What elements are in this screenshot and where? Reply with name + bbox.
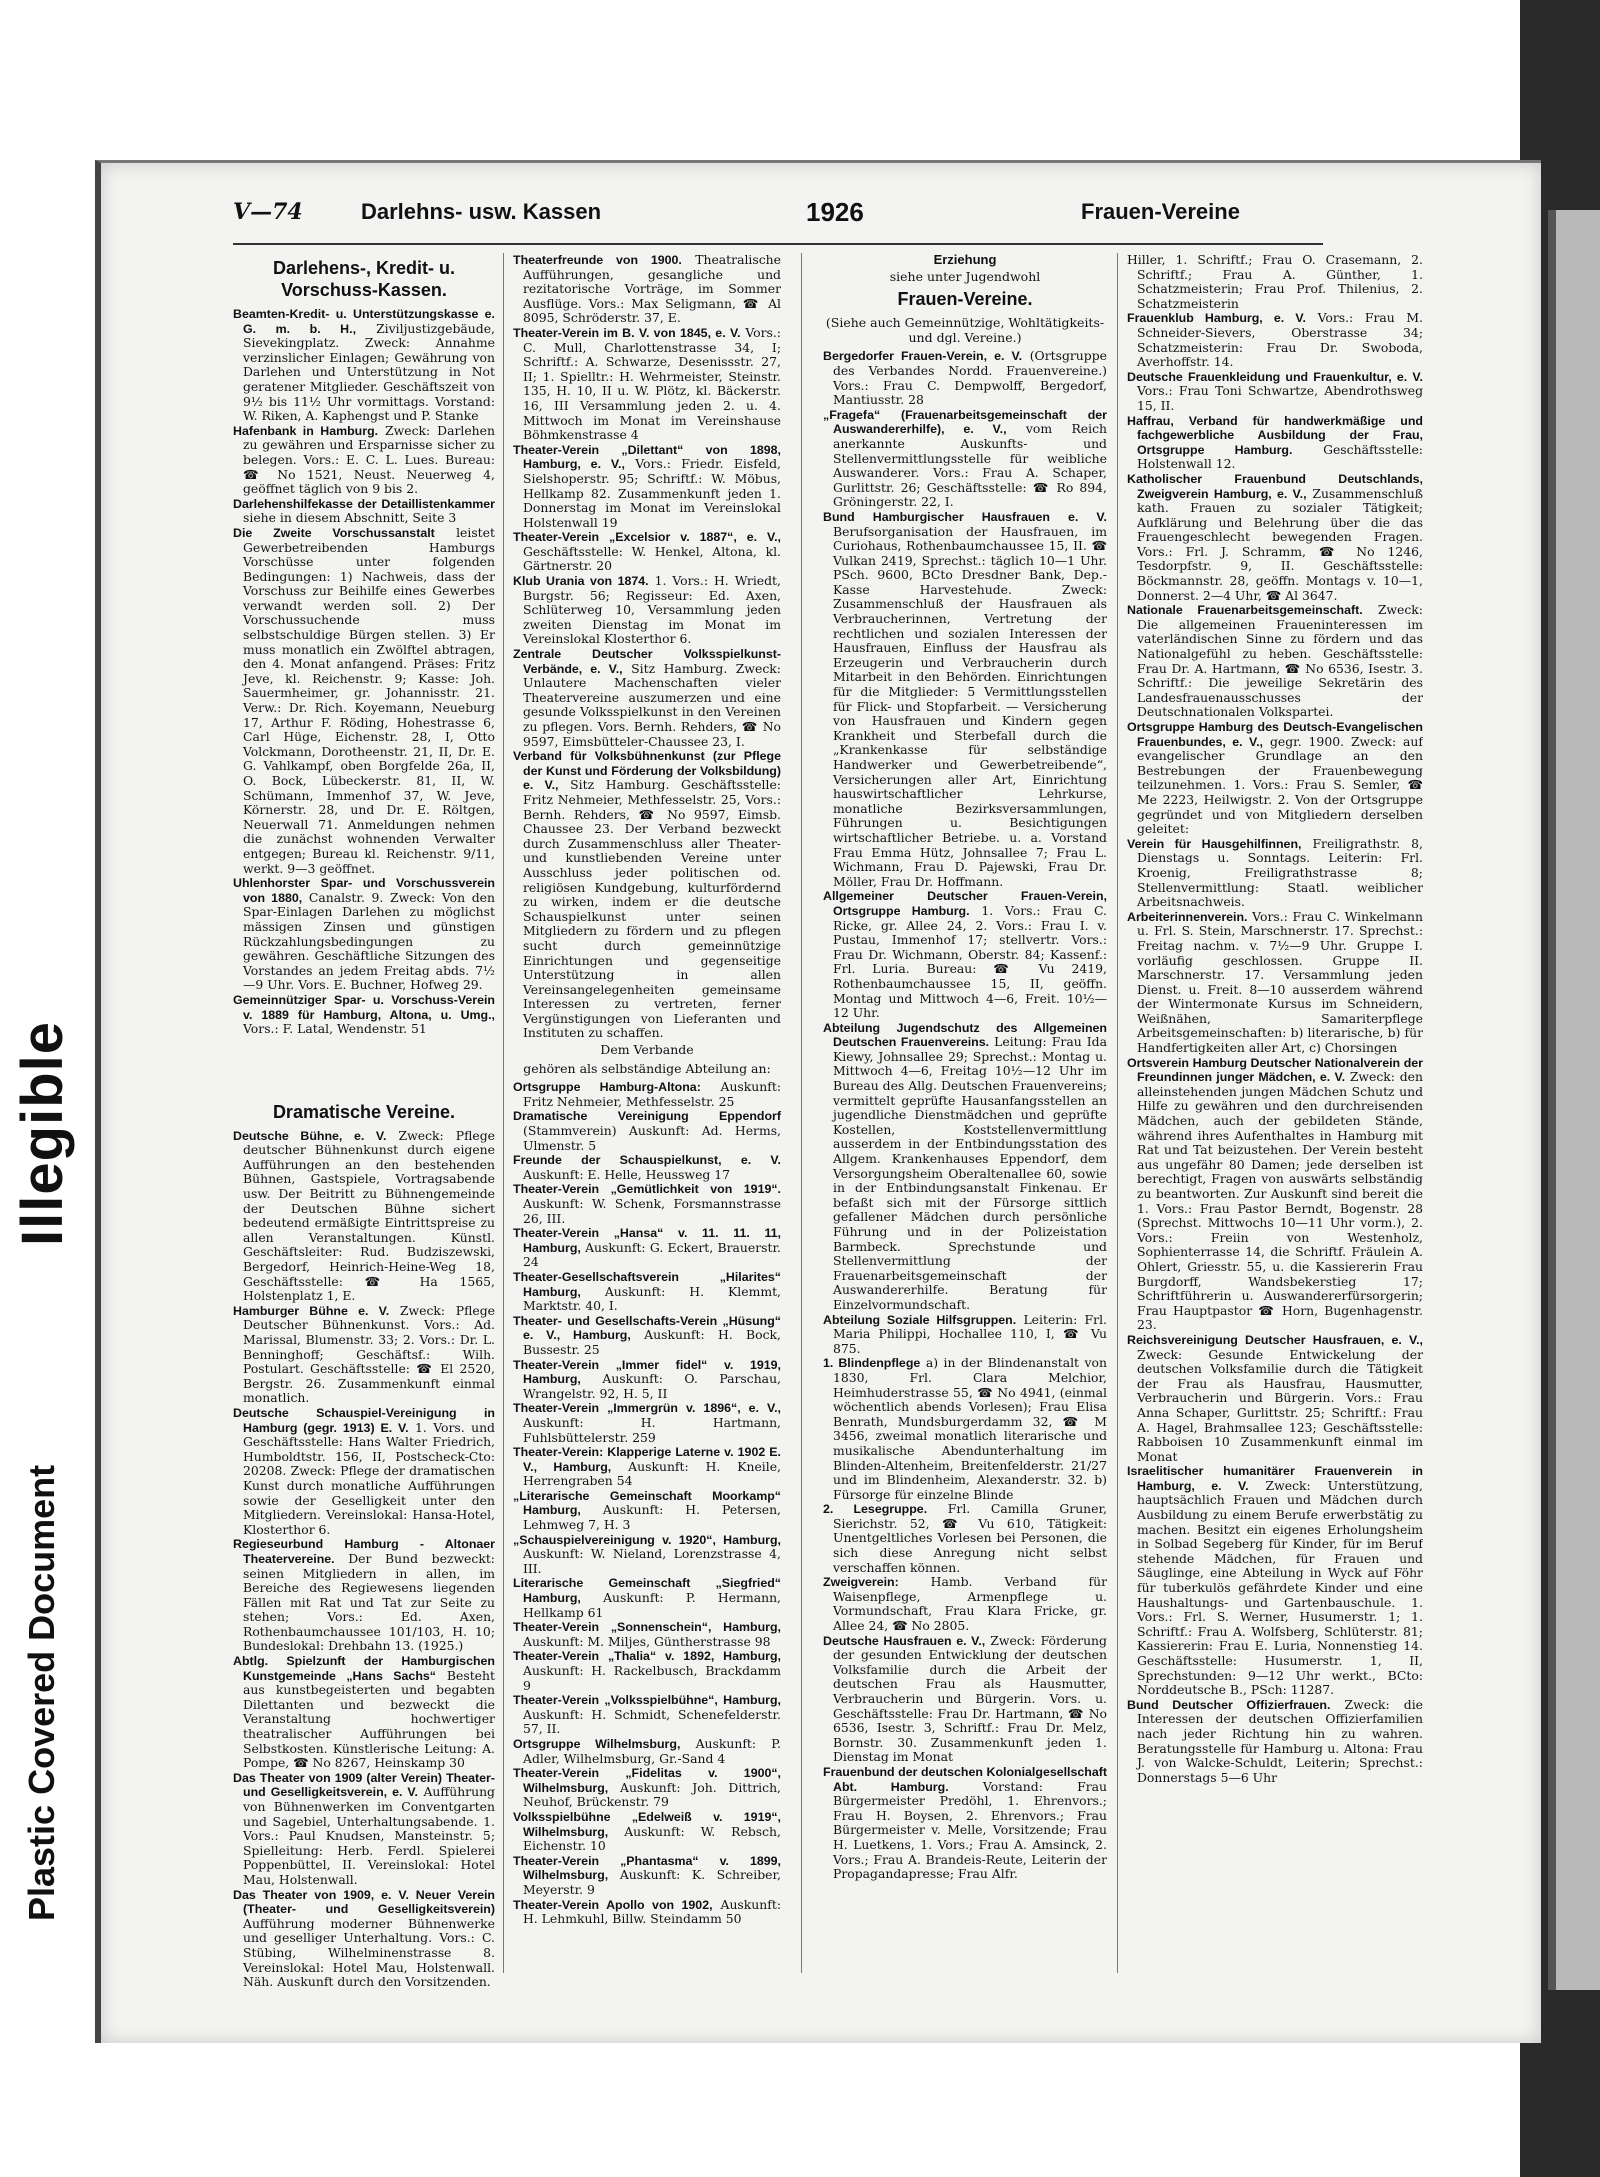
- entry-body: Auskunft: H. Lehmkuhl, Billw. Steindamm 50: [523, 1896, 781, 1927]
- entry-body: Der Bund bezweckt: seinen Mitgliedern in allen, im Bereiche des Regiewesens liegenden Fällen mit Rat und Tat zur Seite zu stehen; Vors.: Ed. Axen, Rothenbaumchaussee 101/103, H. 10; Bundeslokal: Drehbahn 13. (1925.): [243, 1550, 495, 1654]
- entry-title: 1. Blindenpflege: [823, 1356, 921, 1371]
- illegible-label: Illegible: [10, 1021, 75, 1246]
- directory-entry: [513, 1401, 781, 1445]
- directory-entry: [513, 1620, 781, 1649]
- entry-title: Die Zweite Vorschussanstalt: [233, 525, 435, 540]
- entry-body: Leiterin: Frl. Maria Philippi, Hochallee 110, I, ☎ Vu 875.: [833, 1311, 1107, 1356]
- entry-title: Klub Urania von 1874.: [513, 574, 649, 589]
- directory-entry: [1127, 603, 1423, 720]
- entry-title: Theater- und Gesellschafts-Verein „Hüsung“ e. V., Hamburg,: [513, 1313, 781, 1343]
- directory-entry: [1127, 910, 1423, 1056]
- entry-title: Deutsche Hausfrauen e. V.,: [823, 1633, 986, 1648]
- entry-body: Besteht aus kunstbegeisterten und begabten Dilettanten und bezweckt die Veranstaltung hochwertiger theatralischer Aufführungen bei Selbstkosten. Künstlerische Leitung: A. Pompe, ☎ No 8267, Heinskamp 30: [243, 1667, 495, 1771]
- entry-body: (Stammverein) Auskunft: Ad. Herms, Ulmenstr. 5: [523, 1123, 781, 1153]
- entry-body: Zweck: Förderung der gesunden Entwicklung der deutschen Volksfamilie durch die Arbeit der deutschen Frau als Hausmutter, Verbraucherin und Bürgerin. Vors. u. Geschäftsstelle: Frau Dr. Hartmann, ☎ No 6536, Isestr. 3, Schriftf.: Frau Dr. Melz, Bornstr. 30. Zusammenkunft jeden 1. Dienstag im Monat: [833, 1632, 1107, 1765]
- entry-body: Zweck: Darlehen zu gewähren und Ersparnisse sicher zu belegen. Vors.: E. C. L. Lues. Bureau: ☎ No 1521, Neust. Neuerweg 4, geöffnet täglich von 9 bis 2.: [243, 422, 495, 497]
- entry-title: 2. Lesegruppe.: [823, 1502, 928, 1517]
- directory-entry: [513, 1489, 781, 1533]
- column-divider: [1117, 253, 1118, 1973]
- entry-title: Bund Hamburgischer Hausfrauen e. V.: [823, 509, 1107, 524]
- column-2: [513, 253, 781, 2133]
- entry-title: Beamten-Kredit- u. Unterstützungskasse e. G. m. b. H.,: [233, 307, 495, 336]
- directory-entry: [1127, 1056, 1423, 1333]
- entry-list: [823, 349, 1107, 1881]
- entry-body: Freiligrathstr. 8, Dienstags u. Sonntags. Leiterin: Frl. Kroenig, Freiligrathstrasse 8; Stellenvermittlung: Staatl. weiblicher Arbeitsnachweis.: [1137, 835, 1423, 910]
- entry-body: a) in der Blindenanstalt von 1830, Frl. Clara Melchior, Heimhuderstrasse 55, ☎ No 4941, (einmal wöchentlich abends Vorlesen); Frau Elisa Benrath, Mundsburgerdamm 32, ☎ M 3456, zweimal monatlich literarische und musikalische Abendunterhaltung im Blinden-Altenheim, Breitenfelderstr. 21/27 und im Blindenheim, Alexanderstr. 32. b) Fürsorge für einzelne Blinde: [833, 1355, 1107, 1502]
- entry-body: 1. Vors. und Geschäftsstelle: Hans Walter Friedrich, Humboldtstr. 156, II, Postscheck-Cto: 20208. Zweck: Pflege der dramatischen Kunst durch monatliche Aufführungen sowie der Geselligkeit unter den Mitgliedern. Vereinslokal: Hansa-Hotel, Klosterthor 6.: [243, 1419, 495, 1537]
- entry-title: Hafenbank in Hamburg.: [233, 423, 379, 438]
- entry-title: Theater-Verein „Sonnenschein“, Hamburg,: [513, 1620, 781, 1635]
- directory-entry: [233, 1129, 495, 1304]
- directory-entry: [513, 1153, 781, 1182]
- directory-entry: [823, 1575, 1107, 1633]
- entry-list: [513, 253, 781, 1041]
- entry-body: Auskunft: G. Eckert, Brauerstr. 24: [523, 1239, 781, 1270]
- directory-entry: [513, 1314, 781, 1358]
- entry-title: Abtlg. Spielzunft der Hamburgischen Kunstgemeinde „Hans Sachs“: [233, 1654, 495, 1683]
- header-rule: [233, 243, 1323, 245]
- entry-body: Auskunft: W. Schenk, Forsmannstrasse 26, III.: [523, 1196, 781, 1226]
- directory-entry: [233, 526, 495, 876]
- document-page: [95, 160, 1541, 2043]
- directory-entry: [513, 1445, 781, 1489]
- entry-body: Vors.: C. Mull, Charlottenstrasse 34, I; Schriftf.: A. Schwarze, Desenissstr. 27, II; 1. Spielltr.: H. Wehrmeister, Steinstr. 135, H. 10, II u. W. Plötz, kl. Bäckerstr. 16, III Versammlung jeden 2. u. 4. Mittwoch im Monat im Vereinshause Böhmkenstrasse 4: [523, 324, 781, 443]
- sidebar-text: [9, 1021, 75, 1921]
- entry-body: Geschäftsstelle: Holstenwall 12.: [1137, 441, 1423, 472]
- directory-entry: [513, 1533, 781, 1577]
- entry-title: Theater-Verein „Excelsior v. 1887“, e. V.,: [513, 530, 781, 545]
- directory-entry: [513, 1693, 781, 1737]
- directory-entry: [823, 1765, 1107, 1882]
- entry-body: (Ortsgruppe des Verbandes Nordd. Frauenvereine.) Vors.: Frau C. Dempwolff, Bergedorf, Mantiusstr. 28: [833, 348, 1107, 408]
- plastic-covered-label: Plastic Covered Document: [21, 1464, 62, 1921]
- entry-body: Sitz Hamburg. Zweck: Unlautere Machenschaften vieler Theatervereine auszumerzen und eine gesunde Volksspielkunst in den Vereinen zu pflegen. Vors. Bernh. Rehders, ☎ No 9597, Eimsbütteler-Chaussee 23, I.: [523, 660, 781, 749]
- entry-title: Theater-Verein „Immer fidel“ v. 1919, Hamburg,: [513, 1357, 781, 1387]
- entry-body: Vors.: Frau M. Schneider-Sievers, Oberstrasse 34; Schatzmeisterin: Frau Dr. Swoboda, Averhoffstr. 14.: [1137, 310, 1423, 370]
- entry-body: Zweck: den alleinstehenden jungen Mädchen Schutz und Hilfe zu gewähren und den durchreisenden Mädchen, auch der gebildeten Stände, während ihres Aufenthaltes in Hamburg mit Rat und Tat beizustehen. Der Verein besteht aus ungefähr 80 Damen; jede derselben ist berechtigt, Fragen von auswärts selbständig zu beantworten. Zur Auskunft sind bereit die 1. Vors.: Frau Pastor Berndt, Bogenstr. 28 (Sprechst. Mittwochs 10—11 Uhr vorm.), 2. Vors.: Freiin von Westenholz, Sophienterrasse 14, die Schriftf. Fräulein A. Ohlert, Griesstr. 55, u. die Kassiererin Frau Burgdorff, Wandsbekerstieg 17; Schriftführerin u. Auswandererfürsorgerin; Frau Hauptpastor ☎ Horn, Bugenhagenstr. 23.: [1137, 1069, 1423, 1333]
- directory-entry: [1127, 837, 1423, 910]
- entry-title: Regieseurbund Hamburg - Altonaer Theatervereine.: [233, 1537, 495, 1566]
- directory-entry: [823, 408, 1107, 510]
- entry-list: [1127, 253, 1423, 1785]
- entry-body: Auskunft: P. Hermann, Hellkamp 61: [523, 1590, 781, 1620]
- entry-title: Literarische Gemeinschaft „Siegfried“ Hamburg,: [513, 1576, 781, 1606]
- entry-body: Zweck: Unterstützung, hauptsächlich Frauen und Mädchen durch Ausbildung zu einem Berufe erwerbstätig zu machen. Besitzt ein eigenes Erholungsheim in Solbad Segeberg für Kinder, für im Beruf stehende Mädchen, für Frauen und Säuglinge, eine Abteilung in Wyck auf Föhr für tuberkulös gefährdete Kinder und eine Haushaltungs- und Gartenbauschule. 1. Vors.: Frl. S. Werner, Husumerstr. 1; 1. Schriftf.: Frau A. Wolfsberg, Schlüterstr. 81; Kassiererin: Frau E. Luria, Nonnenstieg 14. Geschäftsstelle: Husumerstr. 1, II, Sprechstunden: 9—12 Uhr werkt., BCto: Norddeutsche B., PSch: 11287.: [1137, 1477, 1423, 1698]
- entry-title: „Fragefa“ (Frauenarbeitsgemeinschaft der Auswandererhilfe), e. V.,: [823, 407, 1107, 437]
- page-number: V—74: [233, 199, 303, 225]
- directory-entry: [513, 1109, 781, 1153]
- entry-title: Theater-Verein Apollo von 1902,: [513, 1897, 713, 1912]
- entry-list: [233, 307, 495, 1037]
- directory-entry: [1127, 414, 1423, 472]
- directory-entry: [1127, 472, 1423, 603]
- directory-entry: [233, 1537, 495, 1654]
- directory-entry: [1127, 253, 1423, 311]
- directory-entry: [513, 1810, 781, 1854]
- entry-body: Theatralische Aufführungen, gesangliche und rezitatorische Vorträge, im Sommer Ausflüge. Vors.: Max Seligmann, ☎ Al 8095, Schröderstr. 37, E.: [523, 253, 781, 326]
- entry-body: Auskunft: K. Schreiber, Meyerstr. 9: [523, 1867, 781, 1897]
- sidebar-label: [10, 1010, 75, 1930]
- entry-body: Auskunft: H. Hartmann, Fuhlsbüttelerstr. 259: [523, 1414, 781, 1445]
- directory-entry: [513, 749, 781, 1041]
- entry-body: Zweck: Pflege deutscher Bühnenkunst durch eigene Aufführungen an den bestehenden Bühnen, Gastspiele, Vortragsabende usw. Der Beitritt zu Bühnengemeinde der Deutschen Bühne sichert bedeutend ermäßigte Eintrittspreise zu allen Veranstaltungen. Künstl. Geschäftsleiter: Rud. Budziszewski, Bergedorf, Heinrich-Heine-Weg 18, Geschäftsstelle: ☎ Ha 1565, Holstenplatz 1, E.: [243, 1127, 495, 1304]
- page-header: [101, 199, 1541, 239]
- entry-body: leistet Gewerbetreibenden Hamburgs Vorschüsse unter folgenden Bedingungen: 1) Nachweis, dass der Vorschuss zur Beihilfe eines Gewerbes verwandt werden soll. 2) Der Vorschussuchende muss selbstschuldige Bürgen stellen. 3) Er muss monatlich ein Zwölftel abtragen, den 4. Monat anfangend. Präses: Fritz Jeve, kl. Reichenstr. 9; Kasse: Joh. Sauermheimer, gr. Johannisstr. 21. Verw.: Dr. Rich. Koyemann, Neueburg 17, Arthur F. Röding, Hohestrasse 6, Carl Hüge, Eichenstr. 28, I, Otto Volckmann, Dorotheenstr. 21, II, Dr. E. G. Vahlkampf, oben Borgfelde 26a, II, O. Bock, Lübeckerstr. 81, II, W. Schümann, Immenhof 37, W. Jeve, Körnerstr. 28, und Dr. E. Röltgen, Neuerwall 71. Anmeldungen nehmen die zunächst wohnenden Verwalter entgegen; Bureau kl. Reichenstr. 9/11, werkt. 9—3 geöffnet.: [243, 524, 495, 876]
- directory-entry: [513, 1182, 781, 1226]
- section-title: Dramatische Vereine.: [272, 1101, 456, 1122]
- entry-body: Leitung: Frau Ida Kiewy, Johnsallee 29; Sprechst.: Montag u. Mittwoch 4—6, Freitag 10½—12 Uhr im Bureau des Allg. Deutschen Frauenvereins; vermittelt geprüfte Hausanfangsstellen an jugendliche Dienstmädchen und geprüfte Kostellen, Koststellenvermittlung ausserdem in der Entbindungsstation des Allgem. Krankenhauses Eppendorf, dem Versorgungsheim Oberaltenallee 60, sowie in der Entbindungsanstalt Finkenau. Er befaßt sich mit der Fürsorge sittlich gefallener Mädchen durch persönliche Führung und in der Polizeistation Barmbeck. Sprechstunde und Stellenvermittlung der Frauenarbeitsgemeinschaft der Auswandererhilfe. Beratung für Einzelvormundschaft.: [833, 1034, 1107, 1312]
- directory-entry: [513, 1737, 781, 1766]
- directory-entry: [1127, 311, 1423, 369]
- entry-title: Ortsgruppe Hamburg des Deutsch-Evangelischen Frauenbundes, e. V.,: [1127, 720, 1423, 749]
- entry-title: Frauenbund der deutschen Kolonialgesellschaft Abt. Hamburg.: [823, 1764, 1107, 1794]
- entry-body: Auskunft: W. Nieland, Lorenzstrasse 4, III.: [523, 1546, 781, 1576]
- entry-title: Theater-Verein: Klapperige Laterne v. 1902 E. V., Hamburg,: [513, 1445, 781, 1474]
- entry-body: Auskunft: H. Schmidt, Schenefelderstr. 57, II.: [523, 1706, 781, 1737]
- entry-body: Auskunft: P. Adler, Wilhelmsburg, Gr.-Sand 4: [523, 1735, 781, 1766]
- header-year: 1926: [806, 197, 864, 227]
- entry-list: [513, 1080, 781, 1926]
- entry-title: Israelitischer humanitärer Frauenverein in Hamburg, e. V.: [1127, 1464, 1423, 1493]
- entry-title: Theater-Verein im B. V. von 1845, e. V.: [513, 325, 741, 340]
- directory-entry: [1127, 720, 1423, 837]
- entry-body: Vorstand: Frau Bürgermeister Predöhl, 1. Ehrenvors.; Frau H. Boysen, 2. Ehrenvors.; Frau Bürgermeister v. Melle, Vorsitzende; Frau H. Luetkens, 1. Vors.; Frau A. Amsinck, 2. Vors.; Frau A. Brandeis-Reute, Leiterin der Propagandapresse; Frau Alfr.: [833, 1778, 1107, 1882]
- erziehung-title: Erziehung: [933, 253, 997, 267]
- entry-body: Zweck: die Interessen der deutschen Offizierfamilien nach jeder Richtung hin zu wahren. Beratungsstelle für Hamburg u. Altona: Frau J. von Walcke-Schuldt, Leiterin; Sprechst.: Donnerstags 5—6 Uhr: [1137, 1696, 1423, 1785]
- entry-body: Auskunft: H. Kneile, Herrengraben 54: [523, 1458, 781, 1489]
- directory-entry: [823, 1021, 1107, 1313]
- section-gap: [233, 1037, 495, 1097]
- entry-title: Zweigverein:: [823, 1575, 899, 1590]
- directory-entry: [513, 326, 781, 443]
- entry-body: Auskunft: M. Miljes, Güntherstrasse 98: [523, 1633, 771, 1649]
- entry-body: Auskunft: W. Rebsch, Eichenstr. 10: [523, 1823, 781, 1854]
- entry-title: Bund Deutscher Offizierfrauen.: [1127, 1697, 1331, 1712]
- entry-body: Ziviljustizgebäude, Sievekingplatz. Zweck: Annahme verzinslicher Einlagen; Gewährung von Darlehen und Unterstützung in Not geratener Mitglieder. Geschäftszeit von 9½ bis 11½ Uhr vormittags. Vorstand: W. Riken, A. Kaphengst und P. Stanke: [243, 320, 495, 424]
- entry-title: Nationale Frauenarbeitsgemeinschaft.: [1127, 603, 1363, 618]
- directory-entry: [513, 1854, 781, 1898]
- entry-title: Reichsvereinigung Deutscher Hausfrauen, e. V.,: [1127, 1332, 1423, 1347]
- entry-title: Uhlenhorster Spar- und Vorschussverein von 1880,: [233, 876, 495, 905]
- entry-title: Das Theater von 1909 (alter Verein) Theater- und Geselligkeitsverein, e. V.: [233, 1770, 495, 1800]
- entry-title: Theater-Verein „Gemütlichkeit von 1919“.: [513, 1182, 781, 1197]
- directory-entry: [1127, 1464, 1423, 1698]
- entry-title: Ortsverein Hamburg Deutscher Nationalverein der Freundinnen junger Mädchen, e. V.: [1127, 1055, 1423, 1085]
- entry-body: Aufführung von Bühnenwerken im Conventgarten und Sagebiel, Unterhaltungsabende. 1. Vors.: Paul Knudsen, Mansteinstr. 5; Spielleitung: Herb. Ferdl. Spielerei Poppenbüttel, II. Vereinslokal: Hotel Mau, Holstenwall.: [243, 1784, 495, 1887]
- entry-title: Freunde der Schauspielkunst, e. V.: [513, 1153, 781, 1168]
- directory-entry: [513, 253, 781, 326]
- directory-entry: [233, 1888, 495, 1990]
- entry-body: Hamb. Verband für Waisenpflege, Armenpflege u. Vormundschaft, Frau Klara Fricke, gr. Allee 24, ☎ No 2805.: [833, 1574, 1107, 1634]
- directory-entry: [233, 1304, 495, 1406]
- entry-body: Hiller, 1. Schriftf.; Frau O. Crasemann, 2. Schriftf.; Frau A. Günther, 1. Schatzmeisterin; Frau Prof. Thilenius, 2. Schatzmeisterin: [1127, 253, 1423, 311]
- entry-body: Auskunft: Fritz Nehmeier, Methfesselstr. 25: [523, 1079, 781, 1109]
- header-right-title: Frauen-Vereine: [1081, 199, 1240, 224]
- entry-title: Verein für Hausgehilfinnen,: [1127, 836, 1302, 851]
- section-title: Frauen-Vereine.: [897, 289, 1033, 310]
- entry-body: Zweck: Pflege Deutscher Bühnenkunst. Vors.: Ad. Marissal, Blumenstr. 33; 2. Vors.: Dr. L. Benninghoff; Geschäftsf.: Wilh. Postulart. Geschäftsstelle: ☎ El 2520, Bergstr. 26. Zusammenkunft einmal monatlich.: [243, 1302, 495, 1406]
- directory-entry: [513, 1898, 781, 1927]
- entry-body: Auskunft: H. Petersen, Lehmweg 7, H. 3: [523, 1502, 781, 1533]
- entry-title: Katholischer Frauenbund Deutschlands, Zweigverein Hamburg, e. V.,: [1127, 471, 1423, 501]
- entry-body: Auskunft: O. Parschau, Wrangelstr. 92, H. 5, II: [523, 1371, 781, 1401]
- directory-entry: [513, 574, 781, 647]
- directory-entry: [233, 497, 495, 526]
- entry-body: Geschäftsstelle: W. Henkel, Altona, kl. Gärtnerstr. 20: [523, 543, 781, 574]
- dem-verbande-heading: Dem Verbande: [600, 1042, 694, 1058]
- directory-entry: [233, 1654, 495, 1771]
- entry-body: Auskunft: H. Klemmt, Marktstr. 40, I.: [523, 1283, 781, 1314]
- entry-body: Frl. Camilla Gruner, Sierichstr. 52, ☎ Vu 610, Tätigkeit: Unentgeltliches Vorlesen bei Personen, die sich diese Anregung nicht selbst verschaffen können.: [833, 1501, 1107, 1575]
- directory-entry: [513, 647, 781, 749]
- directory-entry: [233, 993, 495, 1037]
- directory-entry: [233, 876, 495, 993]
- directory-entry: [823, 1313, 1107, 1357]
- directory-entry: [513, 443, 781, 531]
- erziehung-note: siehe unter Jugendwohl: [889, 268, 1041, 284]
- entry-body: Auskunft: Joh. Dittrich, Neuhof, Brückenstr. 79: [523, 1779, 781, 1810]
- entry-title: Deutsche Schauspiel-Vereinigung in Hamburg (gegr. 1913) E. V.: [233, 1405, 495, 1435]
- entry-title: Deutsche Bühne, e. V.: [233, 1128, 387, 1143]
- directory-entry: [1127, 1698, 1423, 1786]
- entry-title: Theater-Verein „Thalia“ v. 1892, Hamburg,: [513, 1649, 781, 1664]
- entry-body: Aufführung moderner Bühnenwerke und geselliger Unterhaltung. Vors.: C. Stübing, Wilhelminenstrasse 8. Vereinslokal: Hotel Mau, Holstenwall. Näh. Auskunft durch den Vorsitzenden.: [243, 1915, 495, 1990]
- entry-body: Vors.: Frau C. Winkelmann u. Frl. S. Stein, Marschnerstr. 17. Sprechst.: Freitag nachm. v. 7½—9 Uhr. Gruppe I. vorläufig geschlossen. Gruppe II. Marschnerstr. 17. Versammlung jeden Dienst. u. Freit. 8—10 ausserdem während der Wintermonate Kursus im Schneidern, Weißnähen, Samariterpflege Arbeitsgemeinschaften: b) literarische, b) für Handfertigkeiten aller Art, c) Chorsingen: [1137, 908, 1423, 1056]
- directory-entry: [823, 510, 1107, 889]
- entry-body: Vors.: F. Latal, Wendenstr. 51: [243, 1021, 427, 1037]
- entry-list: [233, 1129, 495, 1990]
- entry-title: Volksspielbühne „Edelweiß v. 1919“, Wilhelmsburg,: [513, 1809, 781, 1839]
- entry-title: „Schauspielvereinigung v. 1920“, Hamburg,: [513, 1532, 781, 1547]
- directory-entry: [513, 1270, 781, 1314]
- book-edge: [1548, 210, 1600, 1990]
- entry-body: Auskunft: H. Bock, Bussestr. 25: [523, 1327, 781, 1357]
- entry-body: 1. Vors.: H. Wriedt, Burgstr. 56; Regisseur: Ed. Axen, Schlüterweg 10, Versammlung jeden zweiten Dienstag im Monat im Vereinslokal Klosterthor 6.: [523, 573, 781, 647]
- entry-title: Haffrau, Verband für handwerkmäßige und fachgewerbliche Ausbildung der Frau, Ortsgruppe Hamburg.: [1127, 413, 1423, 457]
- directory-entry: [233, 1771, 495, 1888]
- entry-title: Hamburger Bühne e. V.: [233, 1303, 390, 1318]
- directory-entry: [823, 1502, 1107, 1575]
- entry-title: Bergedorfer Frauen-Verein, e. V.: [823, 349, 1023, 364]
- entry-title: Theater-Verein „Immergrün v. 1896“, e. V.,: [513, 1401, 781, 1416]
- directory-entry: [513, 1766, 781, 1810]
- entry-body: Berufsorganisation der Hausfrauen, im Curiohaus, Rothenbaumchaussee 15, II. ☎ Vulkan 2419, Sprechst.: täglich 10—1 Uhr. PSch. 9600, BCto Dresdner Bank, Dep.-Kasse Harvestehude. Zweck: Zusammenschluß der Hausfrauen als Verbraucherinnen, Vertretung der rechtlichen und sozialen Interessen der Hausfrauen, Einfluss der Hausfrau als Erzeugerin und Verbraucherin durch Mitarbeit in den Behörden. Einrichtungen für die Mitglieder: 5 Vermittlungsstellen für Flick- und Stopfarbeit. — Versicherung von Hausfrauen und Kindern gegen Krankheit und Sterbefall durch die „Krankenkasse für selbständige Handwerker und Gewerbetreibende“, Versicherungen aller Art, Einrichtung hauswirtschaftlicher Lehrkurse, monatliche Bezirksversammlungen, Führungen u. Besichtigungen wirtschaftlicher Betriebe. u. a. Vorstand Frau Emma Hütz, Johnsallee 7; Frau L. Wichmann, Frau D. Pajewski, Frau Dr. Möller, Frau Dr. Hoffmann.: [833, 523, 1107, 889]
- entry-body: Auskunft: H. Rackelbusch, Brackdamm 9: [523, 1663, 781, 1693]
- entry-body: Zweck: Gesunde Entwickelung der deutschen Volksfamilie durch die Tätigkeit der Frau als Hausfrau, Hausmutter, Verbraucherin und Bürgerin. Vors.: Frau Anna Schaper, Gurlittstr. 25; Schriftf.: Frau A. Hagel, Brahmsallee 123; Geschäftsstelle: Rabboisen 10 Zusammenkunft einmal im Monat: [1137, 1346, 1423, 1464]
- entry-title: Verband für Volksbühnenkunst (zur Pflege der Kunst und Förderung der Volksbildung) e. V.,: [513, 749, 781, 793]
- entry-title: Darlehenshilfekasse der Detaillistenkammer: [233, 496, 495, 511]
- entry-title: Gemeinnütziger Spar- u. Vorschuss-Verein v. 1889 für Hamburg, Altona, u. Umg.,: [233, 992, 495, 1022]
- entry-title: Theater-Verein „Phantasma“ v. 1899, Wilhelmsburg,: [513, 1853, 781, 1883]
- column-divider: [801, 253, 802, 1973]
- entry-body: siehe in diesem Abschnitt, Seite 3: [243, 510, 457, 526]
- entry-title: Abteilung Soziale Hilfsgruppen.: [823, 1312, 1017, 1327]
- directory-entry: [513, 1576, 781, 1620]
- entry-title: Allgemeiner Deutscher Frauen-Verein, Ortsgruppe Hamburg.: [823, 889, 1107, 918]
- entry-title: Theater-Verein „Fidelitas v. 1900“, Wilhelmsburg,: [513, 1766, 781, 1795]
- header-left-title: Darlehns- usw. Kassen: [361, 199, 602, 224]
- directory-entry: [513, 1080, 781, 1109]
- dem-verbande-sub: gehören als selbständige Abteilung an:: [523, 1060, 771, 1076]
- entry-title: Theater-Verein „Dilettant“ von 1898, Hamburg, e. V.,: [513, 442, 781, 472]
- entry-title: Frauenklub Hamburg, e. V.: [1127, 311, 1306, 326]
- entry-body: Vors.: Friedr. Eisfeld, Sielshoperstr. 95; Schriftf.: W. Möbus, Hellkamp 82. Zusammenkunft jeden 1. Donnerstag im Monat im Vereinslokal Holstenwall 19: [523, 456, 781, 530]
- directory-entry: [513, 530, 781, 574]
- entry-title: Zentrale Deutscher Volksspielkunst-Verbände, e. V.,: [513, 647, 781, 676]
- entry-body: 1. Vors.: Frau C. Ricke, gr. Allee 24, 2. Vors.: Frau I. v. Pustau, Immenhof 17; stellvertr. Vors.: Frau Dr. Wichmann, Oberstr. 84; Kassenf.: Frl. Luria. Bureau: ☎ Vu 2419, Rothenbaumchaussee 15, II, geöffn. Montag und Mittwoch 4—6, Freit. 10½—12 Uhr.: [833, 902, 1107, 1021]
- directory-entry: [513, 1649, 781, 1693]
- directory-entry: [823, 349, 1107, 407]
- directory-entry: [233, 424, 495, 497]
- entry-title: Theater-Verein „Hansa“ v. 11. 11. 11, Hamburg,: [513, 1226, 781, 1255]
- entry-body: vom Reich anerkannte Auskunfts- und Stellenvermittlungsstelle für weibliche Auswanderer. Vors.: Frau A. Schaper, Gurlittstr. 26; Geschäftsstelle: ☎ Ro 894, Gröningerstr. 22, I.: [833, 421, 1107, 510]
- entry-title: Arbeiterinnenverein.: [1127, 909, 1248, 924]
- entry-body: gegr. 1900. Zweck: auf evangelischer Grundlage an den Bestrebungen der Frauenbewegung teilzunehmen. 1. Vors.: Frau S. Semler, ☎ Me 2223, Heilwigstr. 2. Von der Ortsgruppe gegründet und von Mitgliedern derselben geleitet:: [1137, 733, 1423, 837]
- entry-body: Vors.: Frau Toni Schwartze, Abendrothsweg 15, II.: [1137, 383, 1423, 413]
- column-3: [823, 253, 1107, 2133]
- entry-body: Zweck: Die allgemeinen Fraueninteressen im vaterländischen Sinne zu fördern und das Nationalgefühl zu heben. Geschäftsstelle: Frau Dr. A. Hartmann, ☎ No 6536, Isestr. 3. Schriftf.: Die jeweilige Sekretärin des Landesfrauenausschusses der Deutschnationalen Volkspartei.: [1137, 602, 1423, 720]
- entry-title: Das Theater von 1909, e. V. Neuer Verein (Theater- und Geselligkeitsverein): [233, 1887, 495, 1917]
- column-divider: [503, 253, 504, 1973]
- directory-entry: [1127, 370, 1423, 414]
- directory-entry: [233, 307, 495, 424]
- directory-entry: [1127, 1333, 1423, 1464]
- entry-body: Sitz Hamburg. Geschäftsstelle: Fritz Nehmeier, Methfesselstr. 25, Vors.: Bernh. Rehders, ☎ No 9597, Eimsb. Chaussee 23. Der Verband bezweckt durch Zusammenschluss aller Theater- und kunstliebenden Vereine unter Ausschluss jeder politischen od. religiösen Kundgebung, kulturfördernd zu wirken, indem er die deutsche Schauspielkunst unter seinen Mitgliedern zu fördern und zu pflegen sucht durch gemeinnützige Einrichtungen und gegenseitige Unterstützung in allen Vereinsangelegenheiten gemeinsame Interessen zu vertreten, ferner Vergünstigungen von Lieferanten und Instituten zu schaffen.: [523, 777, 781, 1041]
- entry-title: Deutsche Frauenkleidung und Frauenkultur, e. V.: [1127, 369, 1423, 384]
- entry-title: Dramatische Vereinigung Eppendorf: [513, 1109, 781, 1124]
- entry-title: Ortsgruppe Hamburg-Altona:: [513, 1080, 701, 1095]
- directory-entry: [823, 1634, 1107, 1765]
- directory-entry: [513, 1358, 781, 1402]
- entry-title: „Literarische Gemeinschaft Moorkamp“ Hamburg,: [513, 1488, 781, 1518]
- column-1: [233, 253, 495, 2133]
- entry-title: Theater-Verein „Volksspielbühne“, Hamburg,: [513, 1693, 781, 1708]
- entry-title: Theater-Gesellschaftsverein „Hilarites“ Hamburg,: [513, 1269, 781, 1299]
- entry-title: Abteilung Jugendschutz des Allgemeinen Deutschen Frauenvereins.: [823, 1020, 1107, 1050]
- section-note: (Siehe auch Gemeinnützige, Wohltätigkeits- und dgl. Vereine.): [825, 315, 1105, 345]
- directory-entry: [823, 1356, 1107, 1502]
- entry-body: Canalstr. 9. Zweck: Von den Spar-Einlagen Darlehen zu möglichst mässigen Zinsen und günstigen Rückzahlungsbedingungen zu gewähren. Geschäftliche Sitzungen des Vorstandes an jedem Freitag abds. 7½—9 Uhr. Vors. E. Buchner, Hofweg 29.: [243, 889, 495, 993]
- entry-body: Auskunft: E. Helle, Heussweg 17: [523, 1166, 731, 1182]
- directory-entry: [233, 1406, 495, 1537]
- entry-title: Ortsgruppe Wilhelmsburg,: [513, 1736, 681, 1751]
- directory-entry: [513, 1226, 781, 1270]
- directory-entry: [823, 889, 1107, 1020]
- entry-title: Theaterfreunde von 1900.: [513, 253, 682, 267]
- column-4: [1127, 253, 1423, 2133]
- book-gutter: [1548, 210, 1556, 1990]
- section-title: Darlehens-, Kredit- u. Vorschuss-Kassen.: [272, 258, 456, 300]
- entry-body: Zusammenschluß kath. Frauen zu sozialer Tätigkeit; Aufklärung und Belehrung über die das Frauengeschlecht bewegenden Fragen. Vors.: Frl. J. Schramm, ☎ No 1246, Tesdorpfstr. 9, II. Geschäftsstelle: Böckmannstr. 28, geöffn. Montags v. 10—1, Donnerst. 2—4 Uhr, ☎ Al 3647.: [1137, 485, 1423, 603]
